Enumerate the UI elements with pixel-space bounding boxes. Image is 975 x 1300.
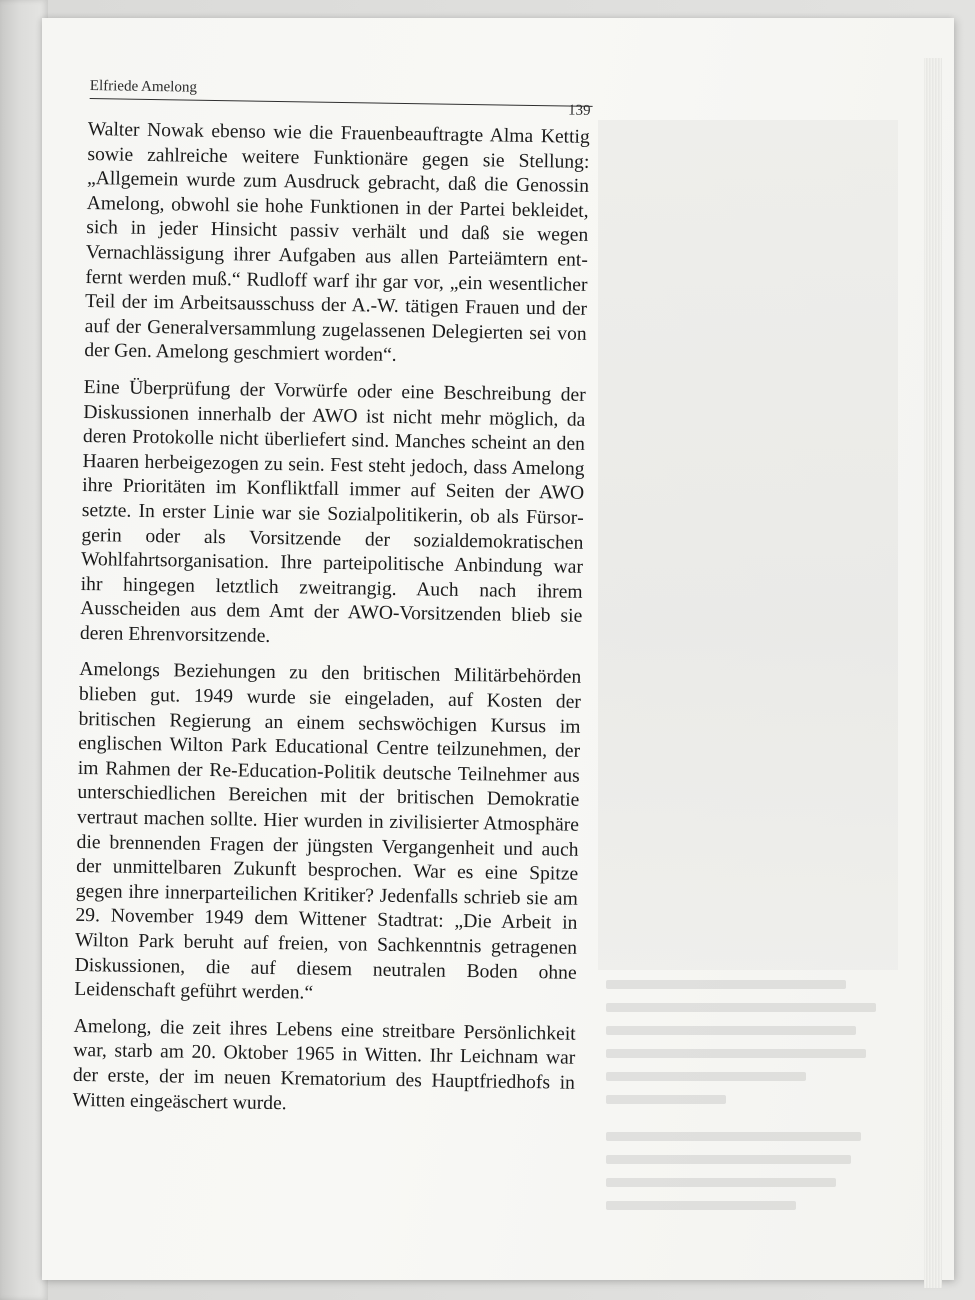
paragraph: Amelong, die zeit ihres Lebens eine streitbare Persönlichkeit war, starb am 20. Oktober 1965 in Witten. Ihr Leichnam war der erste, der im neuen Krematorium des Hauptfriedhofs in Witten eingeäschert wurde. xyxy=(72,1015,576,1114)
paragraph: Eine Überprüfung der Vorwürfe oder eine Beschreibung der Diskussionen innerhalb der AWO ist nicht mehr möglich, da deren Protokolle nicht überliefert sind. Manches scheint an den Haaren herbeigezogen zu sein. Fest steht jedoch, dass Amelong ihre Prioritäten im Konfliktfall immer auf Seiten der AWO setzte. In erster Linie war sie Sozialpolitikerin, ob als Fürsorgerin oder als Vorsitzende der sozialdemokratischen Wohlfahrtsorganisation. Ihre parteipolitische Anbindung war ihr hingegen letztlich zweitrangig. Auch nach ihrem Ausscheiden aus dem Amt der AWO-Vorsitzenden blieb sie deren Ehrenvorsitzende. xyxy=(79,376,586,647)
body-text xyxy=(70,118,590,1246)
facing-page-edge xyxy=(0,0,48,1300)
paragraph: Walter Nowak ebenso wie die Frauenbeauftragte Alma Kettig sowie zahlreiche weitere Funktionäre gegen sie Stellung: „Allgemein wurde zum Ausdruck gebracht, daß die Genossin Amelong, obwohl sie hohe Funktionen in der Partei bekleidet, sich in jeder Hinsicht passiv verhält und daß sie wegen Vernachlässigung ihrer Aufgaben aus allen Parteiämtern entfernt werden muß.“ Rudloff warf ihr gar vor, „ein wesentlicher Teil der im Arbeitsausschuss der A.-W. tätigen Frauen und der auf der Generalversammlung zugelassenen Delegierten sei von der Gen. Amelong geschmiert worden“. xyxy=(84,118,590,367)
header-rule xyxy=(90,98,593,107)
show-through-caption xyxy=(606,980,896,1224)
paragraph: Amelongs Beziehungen zu den britischen Militärbehörden blieben gut. 1949 wurde sie eingeladen, auf Kosten der britischen Regierung an einem sechswöchigen Kursus im englischen Wilton Park Educational Centre teilzunehmen, der im Rahmen der Re-Education-Politik deutsche Teilnehmer aus unterschiedlichen Bereichen mit der britischen Demokratie vertraut machen sollte. Hier wurden in zivilisierter Atmosphäre die brennenden Fragen der jüngsten Vergangenheit und auch der unmittelbaren Zukunft besprochen. War es eine Spitze gegen ihre innerparteilichen Kritiker? Jedenfalls schrieb sie am 29. November 1949 dem Wittener Stadtrat: „Die Arbeit in Wilton Park beruht auf freien, von Sachkenntnis getragenen Diskussionen, die auf diesem neutralen Boden ohne Leidenschaft geführt werden.“ xyxy=(74,659,582,1004)
running-title: Elfriede Amelong xyxy=(89,78,198,96)
show-through-illustration xyxy=(598,120,898,970)
page-number: 139 xyxy=(567,102,591,119)
page-stack-edge xyxy=(924,58,942,1288)
